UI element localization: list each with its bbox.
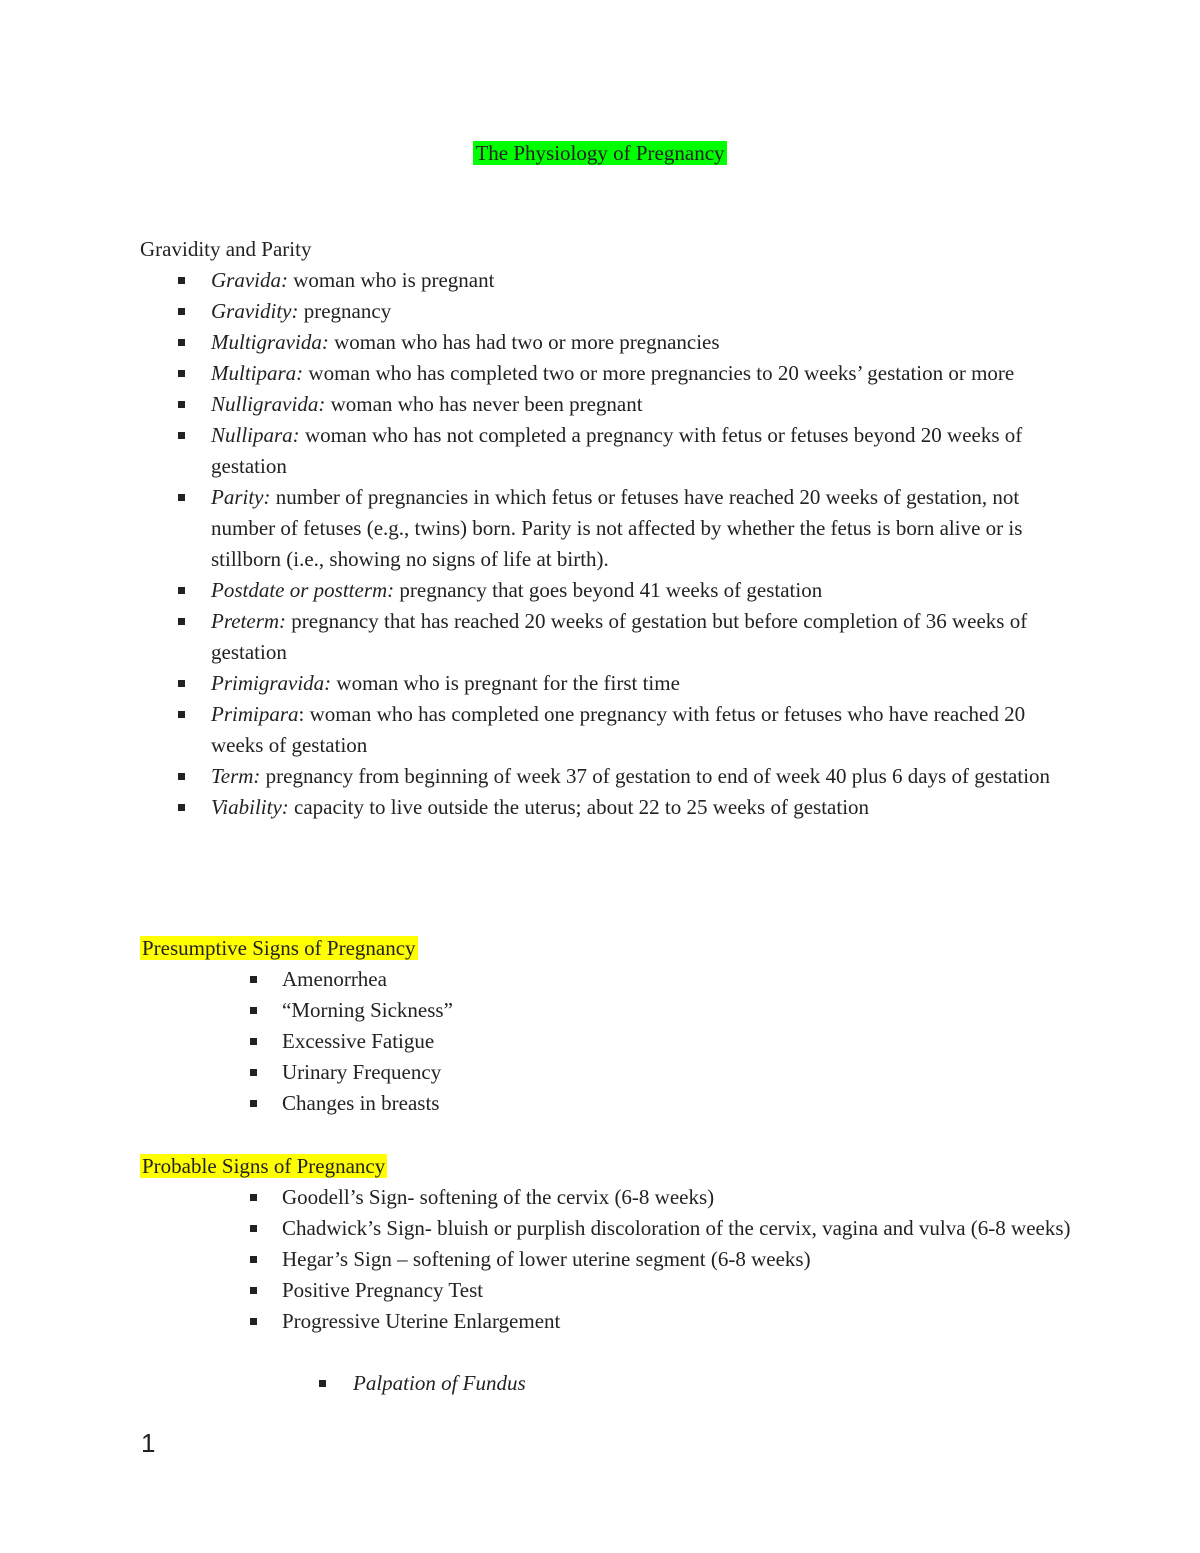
list-item-text: Urinary Frequency [282, 1060, 442, 1084]
list-item-text: Palpation of Fundus [353, 1371, 526, 1395]
term: Viability: [211, 795, 289, 819]
list-item [282, 964, 1072, 995]
section-heading-presumptive [140, 933, 418, 964]
list-item [282, 1244, 1072, 1275]
list-item-text: Chadwick’s Sign- bluish or purplish discoloration of the cervix, vagina and vulva (6-8 weeks) [282, 1216, 1071, 1240]
list-item-text: Progressive Uterine Enlargement [282, 1309, 561, 1333]
term: Gravida: [211, 268, 288, 292]
term: Primigravida: [211, 671, 332, 695]
list-item-text: Amenorrhea [282, 967, 387, 991]
term: Gravidity: [211, 299, 299, 323]
definition: pregnancy that goes beyond 41 weeks of gestation [394, 578, 823, 602]
term: Nullipara: [211, 423, 300, 447]
square-bullet-icon [178, 711, 185, 718]
square-bullet-icon [250, 1287, 257, 1294]
square-bullet-icon [250, 1194, 257, 1201]
list-item-text: Excessive Fatigue [282, 1029, 435, 1053]
term: Multipara: [211, 361, 304, 385]
list-item [282, 1026, 1072, 1057]
term: Preterm: [211, 609, 287, 633]
list-item-text: Hegar’s Sign – softening of lower uterine segment (6-8 weeks) [282, 1247, 811, 1271]
definition: : woman who has completed one pregnancy with fetus or fetuses who have reached 20 weeks of gestation [211, 702, 1026, 757]
definition: woman who has not completed a pregnancy with fetus or fetuses beyond 20 weeks of gestation [211, 423, 1023, 478]
list-item [353, 1368, 1053, 1399]
square-bullet-icon [250, 1007, 257, 1014]
section-heading-gravidity: Gravidity and Parity [140, 237, 312, 261]
term: Multigravida: [211, 330, 329, 354]
list-item [211, 389, 1071, 420]
list-item-text: Changes in breasts [282, 1091, 440, 1115]
presumptive-list [282, 964, 1072, 1119]
definition: woman who has never been pregnant [325, 392, 643, 416]
page-number: 1 [141, 1428, 156, 1458]
presumptive-heading-text: Presumptive Signs of Pregnancy [142, 936, 416, 960]
list-item-text: Positive Pregnancy Test [282, 1278, 484, 1302]
term: Postdate or postterm: [211, 578, 395, 602]
square-bullet-icon [178, 432, 185, 439]
definition: capacity to live outside the uterus; about 22 to 25 weeks of gestation [288, 795, 870, 819]
list-item [282, 1088, 1072, 1119]
list-item [211, 606, 1071, 668]
probable-list [282, 1182, 1072, 1337]
square-bullet-icon [319, 1380, 326, 1387]
list-item [211, 327, 1071, 358]
square-bullet-icon [178, 804, 185, 811]
square-bullet-icon [178, 680, 185, 687]
list-item [211, 668, 1071, 699]
square-bullet-icon [250, 1038, 257, 1045]
page-title: The Physiology of Pregnancy [475, 141, 725, 165]
square-bullet-icon [178, 370, 185, 377]
list-item [211, 358, 1071, 389]
term: Term: [211, 764, 261, 788]
square-bullet-icon [178, 401, 185, 408]
definition: woman who is pregnant for the first time [331, 671, 680, 695]
list-item [211, 575, 1071, 606]
list-item [211, 699, 1071, 761]
list-item [211, 420, 1071, 482]
list-item [282, 1306, 1072, 1337]
list-item-text: Goodell’s Sign- softening of the cervix (6-8 weeks) [282, 1185, 715, 1209]
term: Parity: [211, 485, 271, 509]
square-bullet-icon [178, 277, 185, 284]
square-bullet-icon [178, 618, 185, 625]
definition: pregnancy [298, 299, 392, 323]
square-bullet-icon [250, 976, 257, 983]
square-bullet-icon [250, 1225, 257, 1232]
title-container [0, 141, 1200, 166]
square-bullet-icon [250, 1100, 257, 1107]
gravidity-list [211, 265, 1071, 823]
term: Nulligravida: [211, 392, 326, 416]
list-item [211, 296, 1071, 327]
probable-heading-text: Probable Signs of Pregnancy [142, 1154, 386, 1178]
square-bullet-icon [178, 308, 185, 315]
list-item [282, 1057, 1072, 1088]
square-bullet-icon [250, 1069, 257, 1076]
list-item [211, 265, 1071, 296]
list-item [282, 1213, 1072, 1244]
list-item [282, 995, 1072, 1026]
definition: pregnancy that has reached 20 weeks of gestation but before completion of 36 weeks of gestation [211, 609, 1028, 664]
list-item [211, 761, 1071, 792]
list-item [211, 482, 1071, 575]
square-bullet-icon [250, 1256, 257, 1263]
definition: pregnancy from beginning of week 37 of gestation to end of week 40 plus 6 days of gestation [260, 764, 1051, 788]
list-item [282, 1275, 1072, 1306]
definition: woman who is pregnant [288, 268, 495, 292]
list-item [282, 1182, 1072, 1213]
section-heading-probable [140, 1151, 387, 1182]
square-bullet-icon [178, 339, 185, 346]
square-bullet-icon [178, 494, 185, 501]
definition: woman who has completed two or more pregnancies to 20 weeks’ gestation or more [303, 361, 1015, 385]
definition: woman who has had two or more pregnancies [328, 330, 720, 354]
definition: number of pregnancies in which fetus or fetuses have reached 20 weeks of gestation, not number of fetuses (e.g., twins) born. Parity is not affected by whether the fetus is born alive or is stillborn (i.e., showing no signs of life at birth). [211, 485, 1023, 571]
square-bullet-icon [250, 1318, 257, 1325]
square-bullet-icon [178, 587, 185, 594]
list-item-text: “Morning Sickness” [282, 998, 453, 1022]
probable-sub-list [353, 1368, 1053, 1399]
square-bullet-icon [178, 773, 185, 780]
list-item [211, 792, 1071, 823]
term: Primipara [211, 702, 299, 726]
